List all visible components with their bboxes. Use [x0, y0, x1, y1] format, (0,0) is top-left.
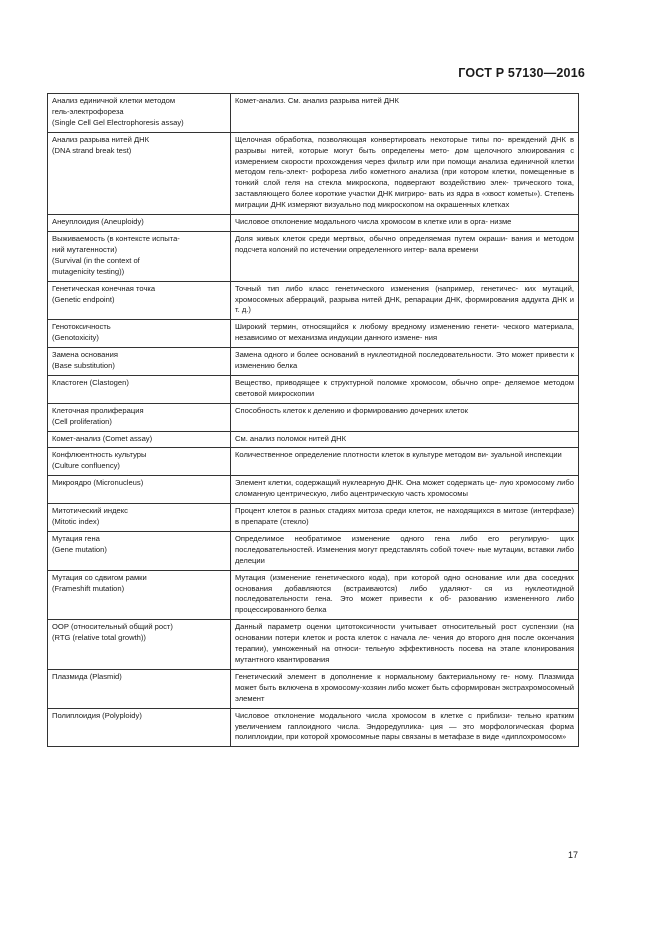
- term-line: гель-электрофореза: [52, 106, 124, 116]
- term-cell: [48, 476, 231, 504]
- term-cell: [48, 669, 231, 708]
- definition-cell: [231, 375, 579, 403]
- definition-line: ному. Плазмида может быть включена в хромосому-хозяин либо может: [235, 671, 574, 692]
- term-cell: [48, 504, 231, 532]
- term-cell: [48, 215, 231, 232]
- table-row: [48, 620, 579, 670]
- term-line: ООР (относительный общий рост): [52, 622, 173, 632]
- table-row: [48, 403, 579, 431]
- definition-line: Широкий термин, относящийся к любому вредному изменению генети-: [235, 322, 500, 332]
- definition-line: Щелочная обработка, позволяющая конвертировать некоторые типы по-: [235, 134, 504, 144]
- definition-cell: [231, 570, 579, 620]
- definition-cell: [231, 320, 579, 348]
- term-line: (Single Cell Gel Electrophoresis assay): [52, 117, 184, 127]
- term-line: (Culture confluency): [52, 461, 120, 471]
- term-cell: [48, 448, 231, 476]
- document-code: ГОСТ Р 57130—2016: [458, 66, 585, 80]
- definition-line: вреждений ДНК в разрывы нитей, которые могут быть определены мето-: [235, 134, 574, 155]
- term-line: (Genetic endpoint): [52, 294, 115, 304]
- definition-line: щих последовательностей. Изменения могут представлять собой точеч-: [235, 533, 574, 554]
- term-line: Генотоксичность: [52, 322, 111, 332]
- definition-line: визуально под микроскопом на окрашенных клетках: [324, 200, 510, 210]
- term-line: Генетическая конечная точка: [52, 283, 156, 293]
- definition-line: разованию измененного либо процессированного белка: [235, 594, 574, 615]
- term-cell: [48, 708, 231, 747]
- definition-line: Мутация (изменение генетического кода), при которой одно основание: [235, 572, 503, 582]
- definition-line: ческого материала, независимо от механизма индукции данного измене-: [235, 322, 574, 343]
- term-line: Мутация гена: [52, 533, 100, 543]
- definition-line: Комет-анализ. См. анализ разрыва нитей ДНК: [235, 96, 399, 105]
- term-line: Плазмида (Plasmid): [52, 671, 122, 681]
- definition-cell: [231, 403, 579, 431]
- definition-cell: [231, 348, 579, 376]
- term-line: Замена основания: [52, 350, 118, 360]
- definition-cell: [231, 531, 579, 570]
- term-cell: [48, 570, 231, 620]
- term-cell: [48, 132, 231, 214]
- definition-cell: [231, 281, 579, 320]
- definition-line: Числовое отклонение модального числа хромосом в клетке или в орга-: [235, 217, 488, 227]
- definition-line: митозе (интерфазе) в препарате (стекло): [235, 506, 574, 526]
- term-line: (Frameshift mutation): [52, 583, 125, 593]
- term-line: ний мутагенности): [52, 244, 117, 254]
- table-row: [48, 531, 579, 570]
- table-row: [48, 476, 579, 504]
- term-cell: [48, 320, 231, 348]
- term-line: Анеуплоидия (Aneuploidy): [52, 217, 144, 227]
- definition-line: См. анализ поломок нитей ДНК: [235, 433, 347, 443]
- definition-line: лую хромосому либо сломанную центрическую, либо ацентрическую: [235, 478, 574, 499]
- table-row: [48, 132, 579, 214]
- definition-line: или два соседних основания добавляются (встраиваются) либо удаляют-: [235, 572, 574, 593]
- term-line: Анализ разрыва нитей ДНК: [52, 134, 150, 144]
- page-number: 17: [567, 850, 578, 860]
- definition-line: Вещество, приводящее к структурной поломке хромосом, обычно опре-: [235, 377, 502, 387]
- definition-line: ния: [424, 333, 438, 343]
- term-line: (RTG (relative total growth)): [52, 633, 146, 643]
- term-line: Мутация со сдвигом рамки: [52, 572, 147, 582]
- definition-cell: [231, 669, 579, 708]
- definition-line: тонкий слой геля на стекла микроскопа, подвергают воздействию элек-: [235, 178, 509, 188]
- table-row: [48, 431, 579, 448]
- definition-cell: [231, 476, 579, 504]
- term-line: Анализ единичной клетки методом: [52, 96, 176, 105]
- term-line: (Survival (in the context of: [52, 255, 140, 265]
- definition-line: ные мутации, вставки либо делеции: [235, 544, 574, 565]
- definition-line: Процент клеток в разных стадиях митоза среди клеток, не находящихся в: [235, 506, 501, 516]
- definition-line: ДНК, формирования аддукта ДНК и т. д.): [235, 294, 574, 315]
- table-row: [48, 669, 579, 708]
- table-row: [48, 94, 579, 133]
- definition-line: Доля живых клеток среди мертвых, обычно определяемая путем окраши-: [235, 233, 508, 243]
- definition-line: ция — это морфологическая форма полиплоидии, при которой: [235, 721, 574, 742]
- term-line: Комет-анализ (Comet assay): [52, 433, 153, 443]
- definition-line: трического тока, заставляющего более короткие участки ДНК мигриро-: [235, 178, 574, 199]
- table-row: [48, 375, 579, 403]
- definition-line: Способность клеток к делению и формированию дочерних клеток: [235, 405, 468, 415]
- term-cell: [48, 348, 231, 376]
- definition-cell: [231, 448, 579, 476]
- term-line: (Gene mutation): [52, 544, 107, 554]
- definition-line: часть хромосомы: [405, 489, 468, 499]
- table-row: [48, 348, 579, 376]
- table-row: [48, 215, 579, 232]
- definition-cell: [231, 231, 579, 281]
- definition-line: ся из нуклеотидной последовательности гена. Это может привести к об-: [235, 583, 574, 604]
- term-line: (DNA strand break test): [52, 145, 132, 155]
- term-line: Выживаемость (в контексте испыта-: [52, 233, 180, 243]
- term-line: Митотический индекс: [52, 506, 128, 516]
- term-cell: [48, 375, 231, 403]
- definition-line: вания и методом подсчета колоний по истечении определенного интер-: [235, 233, 574, 254]
- definition-line: чения до второго дня после окончания терапии), умноженный на относи-: [235, 633, 574, 654]
- definition-line: Точный тип либо класс генетического изменения (например, генетичес-: [235, 283, 519, 293]
- definition-line: Определимое необратимое изменение одного гена либо его регулирую-: [235, 533, 550, 543]
- definition-line: низме: [490, 217, 512, 227]
- definition-line: Замена одного и более оснований в нуклеотидной последовательности.: [235, 350, 494, 360]
- term-line: (Cell proliferation): [52, 416, 112, 426]
- definition-line: рофореза либо кометного анализа (при котором клетки, помещенные в: [311, 167, 574, 177]
- table-row: [48, 570, 579, 620]
- term-line: (Genotoxicity): [52, 333, 99, 343]
- term-line: Клеточная пролиферация: [52, 405, 144, 415]
- term-cell: [48, 620, 231, 670]
- definition-line: рост суспензии (на основании потери клеток и роста клеток с начала ле-: [235, 622, 574, 643]
- table-row: [48, 231, 579, 281]
- table-row: [48, 448, 579, 476]
- term-line: Полиплоидия (Polyploidy): [52, 710, 142, 720]
- definition-line: дом щелочного элюирования с измерением скорости прохождения через: [235, 145, 574, 166]
- definition-line: Это может привести к изменению белка: [235, 350, 574, 371]
- table-row: [48, 504, 579, 532]
- term-line: mutagenicity testing)): [52, 266, 125, 276]
- definition-line: быть сформирован экстрахромосомный элемент: [235, 682, 574, 703]
- term-cell: [48, 531, 231, 570]
- definition-line: фильтр или при помощи анализа единичной клетки методом гель-элект-: [235, 156, 574, 177]
- term-line: (Mitotic index): [52, 517, 100, 526]
- definition-line: ких мутаций, хромосомных аберраций, разрыва нитей ДНК, репарации: [235, 283, 574, 304]
- term-cell: [48, 94, 231, 133]
- definition-line: тельную эффективность посева на этапе клонирования мутантного: [235, 644, 574, 664]
- definition-line: Данный параметр оценки цитотоксичности учитывает относительный: [235, 622, 496, 632]
- table-row: [48, 708, 579, 747]
- term-cell: [48, 403, 231, 431]
- definition-cell: [231, 132, 579, 214]
- definition-cell: [231, 620, 579, 670]
- term-line: (Base substitution): [52, 361, 115, 371]
- definition-line: тельно кратким увеличением гаплоидного числа. Эндоредуплика-: [235, 710, 574, 731]
- term-cell: [48, 231, 231, 281]
- definition-line: вать из ядра в «хвост кометы»). Степень миграции ДНК измеряют: [235, 189, 574, 210]
- definition-line: вала времени: [428, 244, 479, 254]
- definition-line: квантирования: [276, 654, 330, 664]
- definition-cell: [231, 708, 579, 747]
- definition-line: Элемент клетки, содержащий нуклеарную ДНК. Она может содержать це-: [235, 478, 498, 488]
- term-cell: [48, 431, 231, 448]
- definition-line: деляемое методом световой микроскопии: [235, 377, 574, 398]
- definition-line: Количественное определение плотности клеток в культуре методом ви-: [235, 450, 489, 460]
- definition-cell: [231, 94, 579, 133]
- term-line: Кластоген (Clastogen): [52, 377, 129, 387]
- definitions-table-body: [48, 94, 579, 747]
- table-row: [48, 281, 579, 320]
- term-line: Конфлюентность культуры: [52, 450, 147, 460]
- definition-line: зуальной инспекции: [490, 450, 562, 460]
- definition-line: Числовое отклонение модального числа хромосом в клетке с приблизи-: [235, 710, 513, 720]
- term-cell: [48, 281, 231, 320]
- definition-cell: [231, 431, 579, 448]
- definition-cell: [231, 504, 579, 532]
- definition-line: Генетический элемент в дополнение к нормальному бактериальному ге-: [235, 671, 511, 681]
- definitions-table: [47, 93, 579, 747]
- term-line: Микроядро (Micronucleus): [52, 478, 144, 488]
- table-row: [48, 320, 579, 348]
- definition-cell: [231, 215, 579, 232]
- definition-line: хромосомные пары связаны в метафазе в виде «диплохромосом»: [330, 732, 567, 742]
